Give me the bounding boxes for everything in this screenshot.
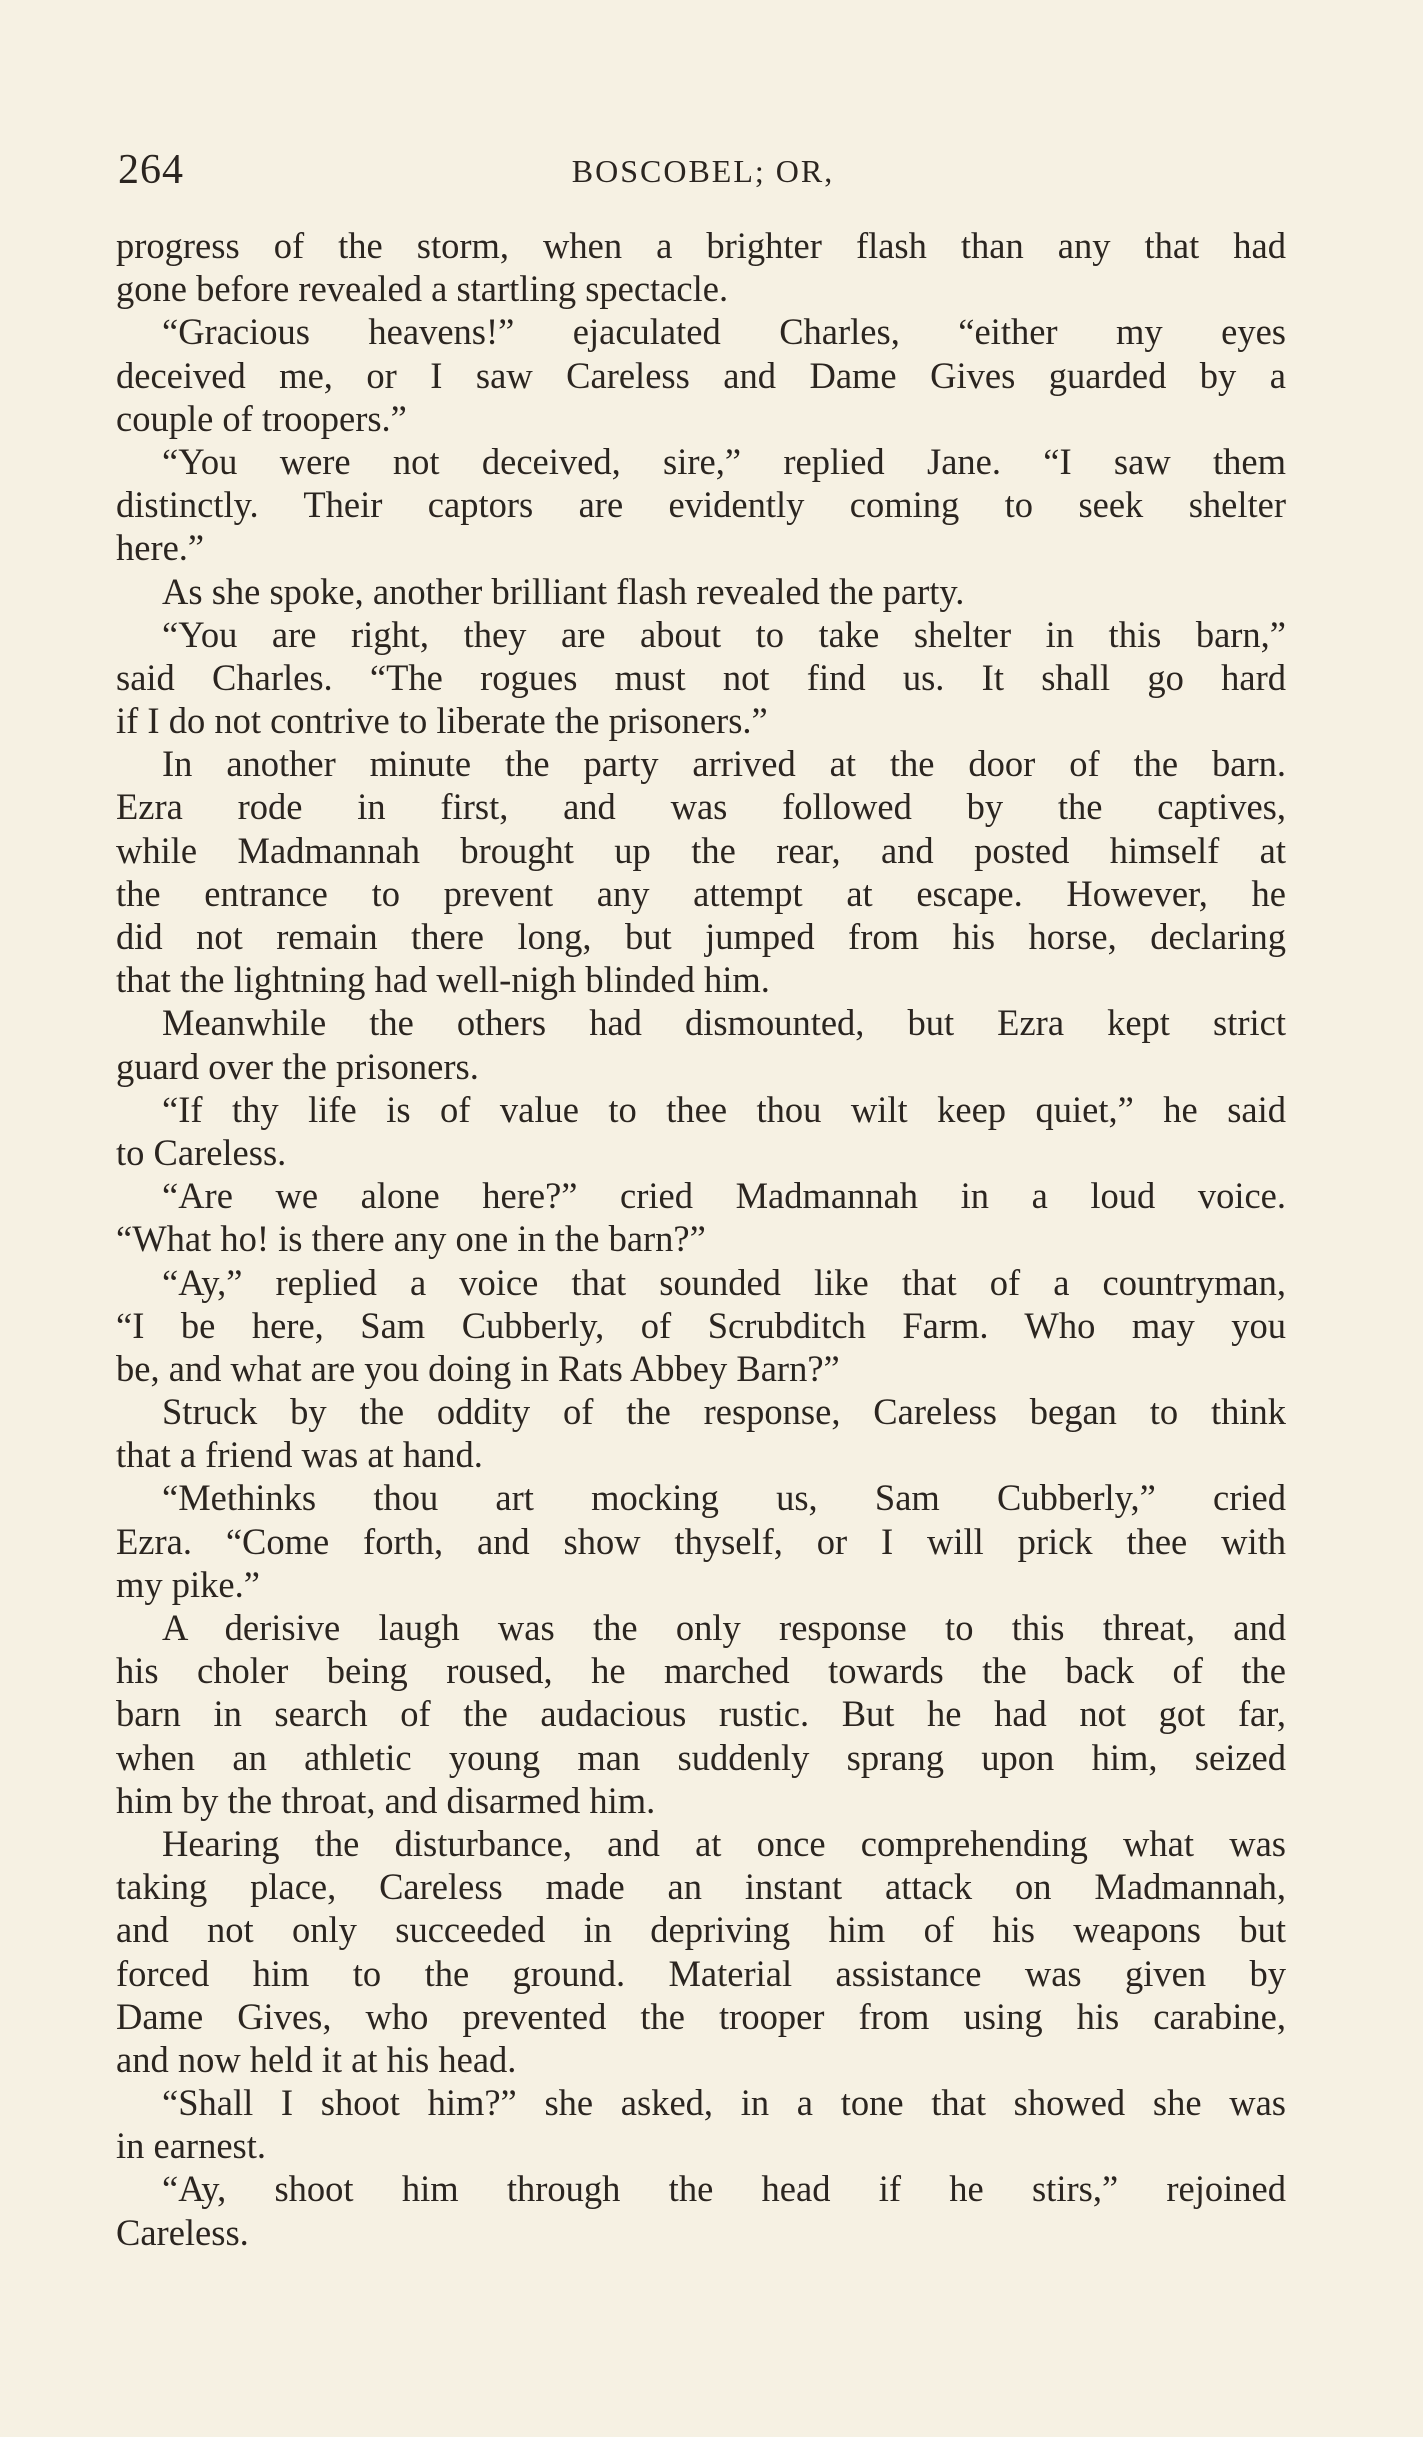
text-line: progress of the storm, when a brighter flash than any that had [116, 225, 1286, 266]
text-line: “Methinks thou art mocking us, Sam Cubberly,” cried [162, 1477, 1286, 1519]
text-line: and now held it at his head. [116, 2038, 517, 2080]
text-line: “Ay,” replied a voice that sounded like that of a countryman, [162, 1261, 1286, 1303]
text-line: in earnest. [116, 2125, 266, 2167]
text-line: that the lightning had well-nigh blinded him. [116, 959, 770, 1001]
text-line: when an athletic young man suddenly sprang upon him, seized [116, 1736, 1286, 1778]
text-line: did not remain there long, but jumped from his horse, declaring [116, 916, 1286, 957]
text-line: “I be here, Sam Cubberly, of Scrubditch Farm. Who may you [116, 1304, 1286, 1346]
text-line: said Charles. “The rogues must not find us. It shall go hard [116, 656, 1286, 698]
text-line: gone before revealed a startling spectacle. [116, 268, 729, 310]
text-line: In another minute the party arrived at the door of the barn. [162, 743, 1286, 785]
text-line: “You are right, they are about to take shelter in this barn,” [162, 613, 1286, 655]
text-line: Hearing the disturbance, and at once comprehending what was [162, 1822, 1286, 1864]
text-line: my pike.” [116, 1563, 260, 1605]
running-title: BOSCOBEL; OR, [571, 153, 835, 189]
page-header [118, 140, 1288, 200]
text-line: Ezra. “Come forth, and show thyself, or I will prick thee with [116, 1520, 1286, 1562]
text-line: “What ho! is there any one in the barn?” [116, 1218, 706, 1260]
text-line: Meanwhile the others had dismounted, but Ezra kept strict [162, 1002, 1286, 1044]
text-line: deceived me, or I saw Careless and Dame Gives guarded by a [116, 354, 1286, 396]
text-line: here.” [116, 527, 205, 569]
text-line: “Are we alone here?” cried Madmannah in a loud voice. [162, 1175, 1286, 1217]
text-line: forced him to the ground. Material assistance was given by [116, 1952, 1286, 1994]
text-line: while Madmannah brought up the rear, and posted himself at [116, 829, 1286, 871]
page-number: 264 [118, 147, 184, 193]
text-line: him by the throat, and disarmed him. [116, 1779, 656, 1821]
text-line: “Ay, shoot him through the head if he stirs,” rejoined [162, 2168, 1286, 2210]
text-line: A derisive laugh was the only response to this threat, and [162, 1607, 1286, 1648]
text-line: that a friend was at hand. [116, 1434, 483, 1476]
text-line: guard over the prisoners. [116, 1045, 479, 1087]
text-line: and not only succeeded in depriving him of his weapons but [116, 1909, 1286, 1951]
text-line: “Shall I shoot him?” she asked, in a tone that showed she was [162, 2082, 1286, 2124]
text-line: Careless. [116, 2211, 249, 2253]
text-line: Ezra rode in first, and was followed by the captives, [116, 786, 1286, 828]
text-line: barn in search of the audacious rustic. But he had not got far, [116, 1693, 1286, 1735]
body-text [116, 224, 1286, 2254]
text-line: Struck by the oddity of the response, Careless began to think [162, 1391, 1286, 1433]
text-line: be, and what are you doing in Rats Abbey Barn?” [116, 1347, 840, 1389]
text-line: the entrance to prevent any attempt at escape. However, he [116, 872, 1286, 914]
text-line: Dame Gives, who prevented the trooper from using his carabine, [116, 1995, 1286, 2037]
text-line: “Gracious heavens!” ejaculated Charles, “either my eyes [162, 311, 1286, 353]
text-line: if I do not contrive to liberate the prisoners.” [116, 700, 768, 742]
text-line: to Careless. [116, 1131, 287, 1173]
text-line: As she spoke, another brilliant flash revealed the party. [162, 570, 965, 612]
text-line: taking place, Careless made an instant attack on Madmannah, [116, 1866, 1286, 1908]
text-line: couple of troopers.” [116, 397, 407, 439]
text-line: “You were not deceived, sire,” replied Jane. “I saw them [162, 440, 1286, 482]
text-line: “If thy life is of value to thee thou wilt keep quiet,” he said [162, 1088, 1286, 1130]
text-line: his choler being roused, he marched towards the back of the [116, 1650, 1286, 1692]
text-line: distinctly. Their captors are evidently coming to seek shelter [116, 484, 1286, 526]
